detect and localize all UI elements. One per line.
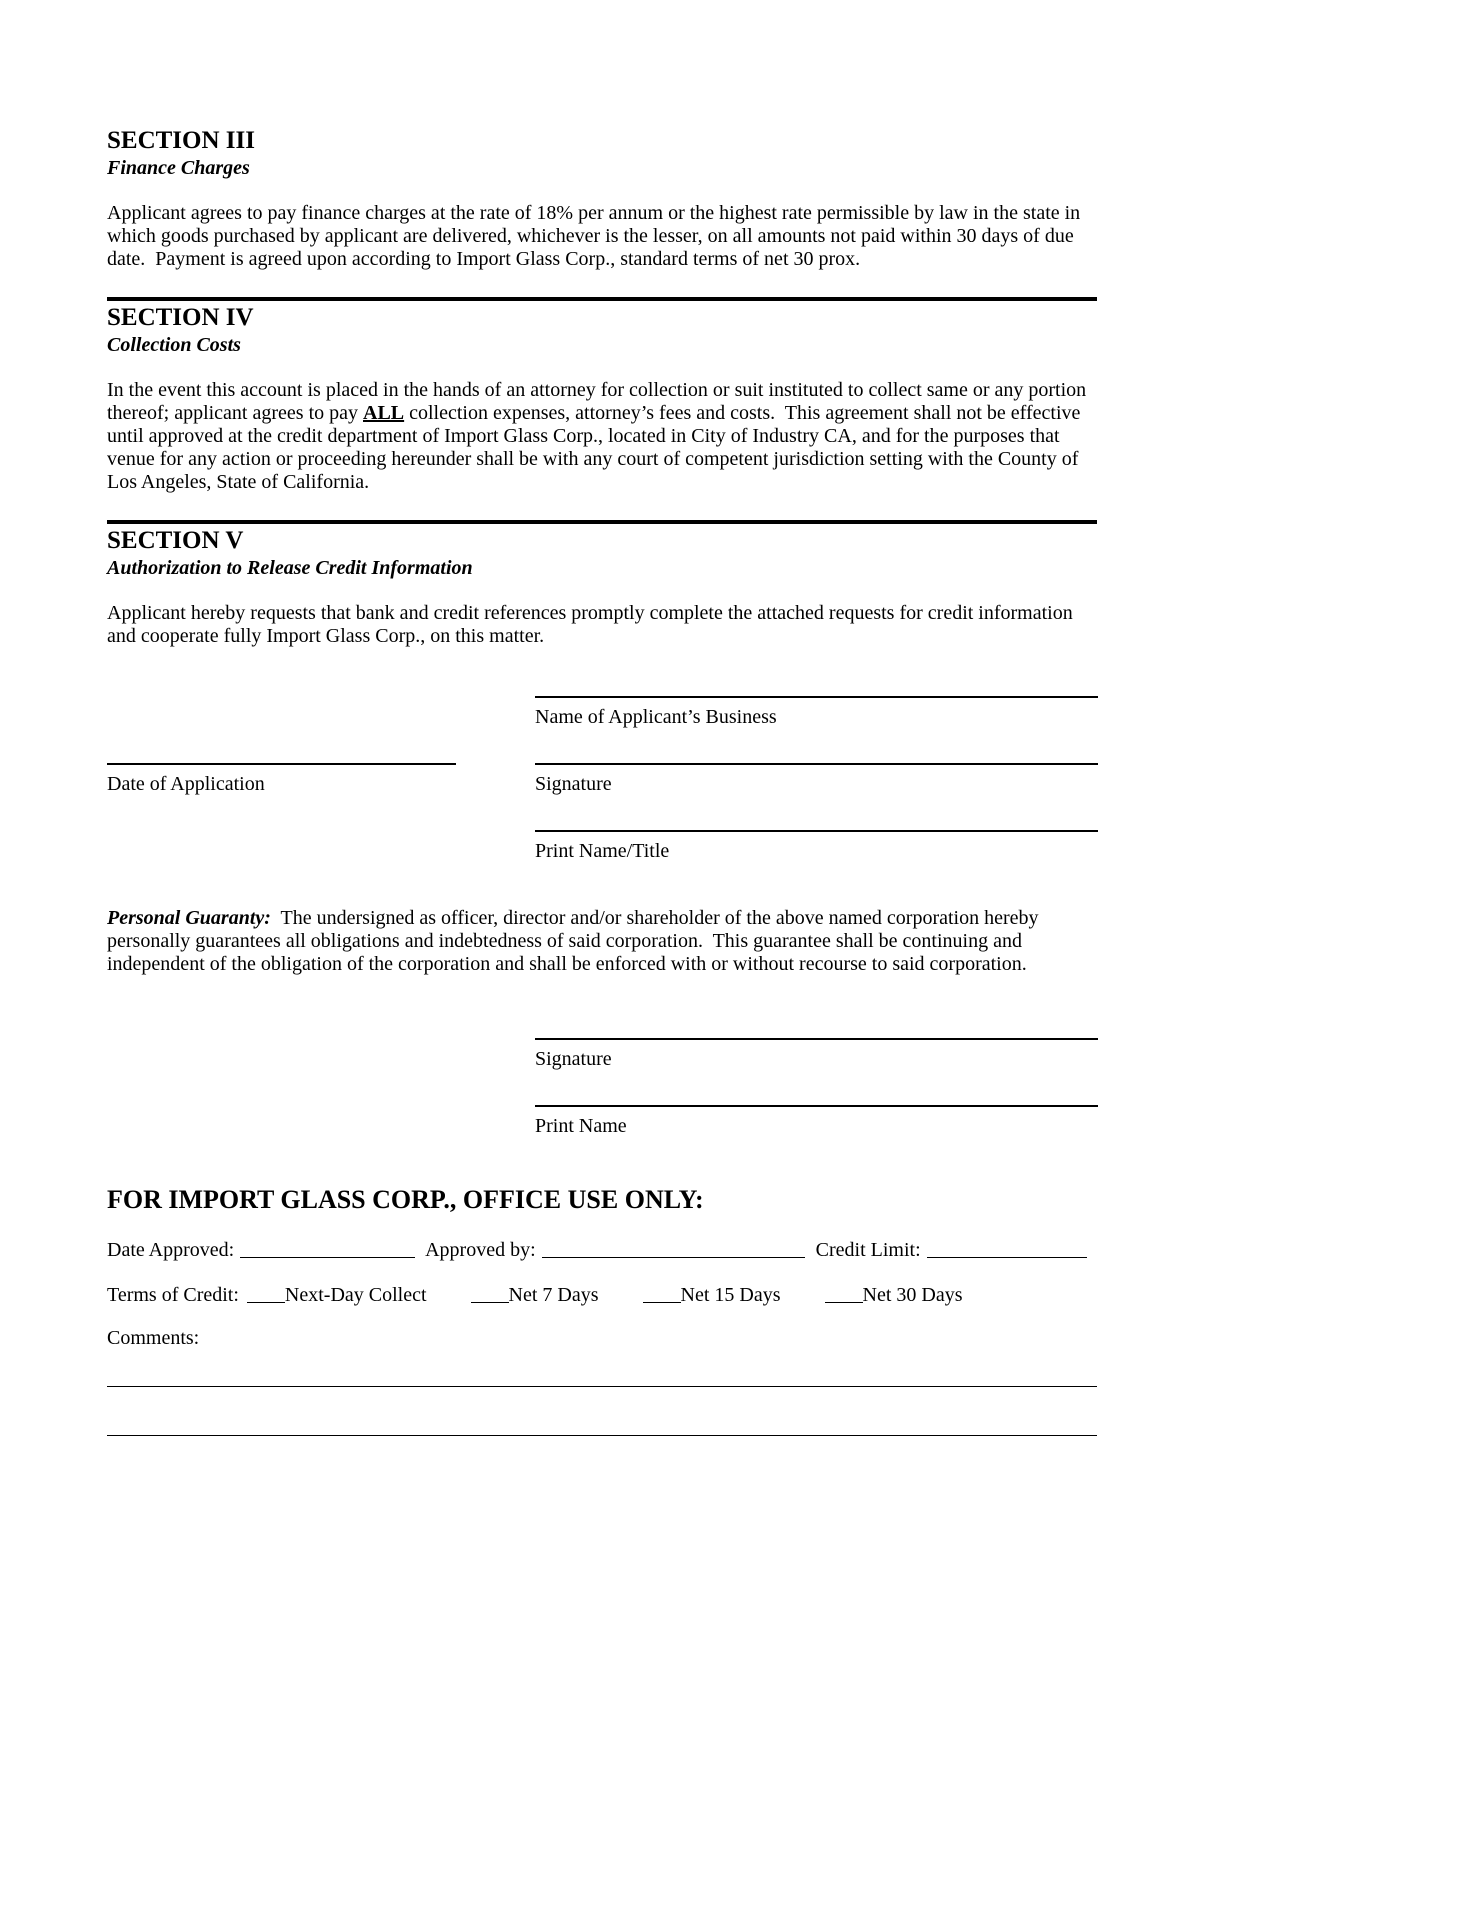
spacer	[107, 696, 456, 729]
term-blank	[825, 1285, 863, 1303]
signature-line	[535, 763, 1098, 765]
spacer	[107, 1038, 456, 1071]
terms-of-credit-row	[107, 1283, 1097, 1307]
guaranty-print-name-row	[107, 1105, 1097, 1138]
business-name-line	[535, 696, 1098, 698]
term-option-label: Net 30 Days	[862, 1284, 963, 1306]
spacer	[107, 830, 456, 863]
section-v-body: Applicant hereby requests that bank and credit references promptly complete the attached requests for credit information and cooperate fully Import Glass Corp., on this matter.	[107, 602, 1078, 647]
section-iii-title: SECTION III	[107, 127, 255, 154]
spacer	[107, 1105, 456, 1138]
guaranty-signature-label: Signature	[535, 1048, 612, 1070]
guaranty-print-name-line	[535, 1105, 1098, 1107]
section-v-title: SECTION V	[107, 527, 244, 554]
guaranty-print-name-label: Print Name	[535, 1115, 627, 1137]
guaranty-print-name-field	[535, 1105, 1098, 1138]
section-iii-subtitle: Finance Charges	[107, 157, 250, 179]
term-option-label: Net 15 Days	[680, 1284, 781, 1306]
section-divider	[107, 297, 1097, 301]
business-name-row	[107, 696, 1097, 729]
business-name-field	[535, 696, 1098, 729]
section-finance-charges	[107, 126, 1097, 271]
personal-guaranty-paragraph	[107, 907, 1097, 976]
date-approved-label: Date Approved:	[107, 1239, 235, 1261]
section-credit-authorization	[107, 526, 1097, 648]
print-name-title-field	[535, 830, 1098, 863]
signature-label: Signature	[535, 773, 612, 795]
section-iv-body-after: collection expenses, attorney’s fees and costs. This agreement shall not be effective until approved at the credit department of Import Glass Corp., located in City of Industry CA, and for the purposes that venue for any action or proceeding hereunder shall be with any court of competent jurisdiction setting with the County of Los Angeles, State of California.	[107, 402, 1086, 493]
term-option-net-30-days	[825, 1283, 963, 1307]
term-blank	[471, 1285, 509, 1303]
date-signature-row	[107, 763, 1097, 796]
signature-field	[535, 763, 1098, 796]
term-blank	[247, 1285, 285, 1303]
comments-label: Comments:	[107, 1327, 200, 1349]
print-name-title-label: Print Name/Title	[535, 840, 670, 862]
term-option-next-day-collect	[247, 1283, 427, 1307]
approved-by-label: Approved by:	[425, 1239, 536, 1261]
section-v-subtitle: Authorization to Release Credit Information	[107, 557, 473, 579]
section-iv-subtitle: Collection Costs	[107, 334, 241, 356]
approved-by-blank	[542, 1240, 805, 1258]
term-option-net-7-days	[471, 1283, 599, 1307]
section-iv-bold-word: ALL	[363, 402, 405, 424]
section-iv-body	[107, 379, 1097, 494]
personal-guaranty-body: The undersigned as officer, director and/or shareholder of the above named corporation hereby personally guarantees all obligations and indebtedness of said corporation. This guarantee shall be continuing and independent of the obligation of the corporation and shall be enforced with or without recourse to said corporation.	[107, 907, 1044, 975]
section-iv-body-before: In the event this account is placed in the hands of an attorney for collection or suit instituted to collect same or any portion thereof; applicant agrees to pay	[107, 379, 1092, 424]
office-use-heading: FOR IMPORT GLASS CORP., OFFICE USE ONLY:	[107, 1185, 704, 1214]
credit-limit-label: Credit Limit:	[815, 1239, 921, 1261]
term-option-label: Next-Day Collect	[284, 1284, 427, 1306]
section-iv-title: SECTION IV	[107, 304, 254, 331]
date-of-application-line	[107, 763, 456, 765]
print-name-title-line	[535, 830, 1098, 832]
guaranty-signature-row	[107, 1038, 1097, 1071]
business-name-label: Name of Applicant’s Business	[535, 706, 777, 728]
print-name-title-row	[107, 830, 1097, 863]
comments-line-1	[107, 1386, 1097, 1387]
term-option-label: Net 7 Days	[508, 1284, 599, 1306]
terms-of-credit-label: Terms of Credit:	[107, 1284, 239, 1306]
guaranty-signature-field	[535, 1038, 1098, 1071]
date-approved-blank	[240, 1240, 415, 1258]
section-iii-body: Applicant agrees to pay finance charges at the rate of 18% per annum or the highest rate permissible by law in the state in which goods purchased by applicant are delivered, whichever is the lesser, on all amounts not paid within 30 days of due date. Payment is agreed upon according to Import Glass Corp., standard terms of net 30 prox.	[107, 202, 1086, 270]
date-of-application-label: Date of Application	[107, 773, 265, 795]
applicant-signature-block	[107, 696, 1097, 863]
credit-limit-blank	[927, 1240, 1087, 1258]
guaranty-signature-block	[107, 1038, 1097, 1138]
section-divider	[107, 520, 1097, 524]
term-option-net-15-days	[643, 1283, 781, 1307]
term-blank	[643, 1285, 681, 1303]
personal-guaranty-label: Personal Guaranty:	[107, 907, 271, 929]
date-of-application-field	[107, 763, 456, 796]
comments-line-2	[107, 1435, 1097, 1436]
guaranty-signature-line	[535, 1038, 1098, 1040]
office-approval-row	[107, 1238, 1097, 1262]
section-collection-costs	[107, 303, 1097, 494]
